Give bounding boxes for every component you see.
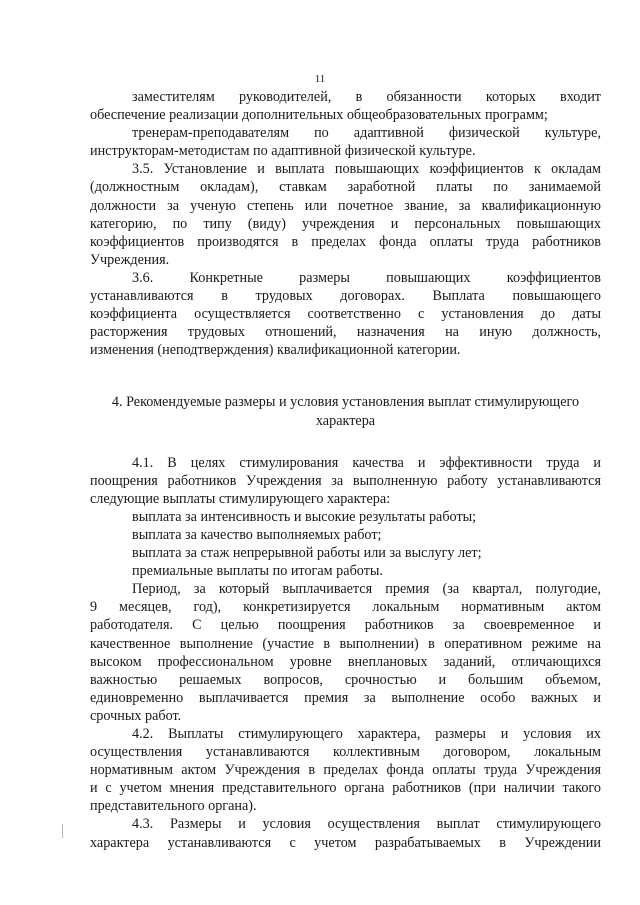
- text-line: характера устанавливаются с учетом разрабатываемых в Учреждении: [90, 834, 601, 851]
- paragraph-4-1: [90, 454, 601, 508]
- text-line: коэффициента осуществляется соответственно с установления до даты: [90, 306, 601, 323]
- paragraph-3-6: [90, 269, 601, 359]
- text-line: расторжения трудовых отношений, назначения на иную должность,: [90, 324, 601, 341]
- paragraph-deputies: [90, 88, 601, 124]
- text-line: 3.6. Конкретные размеры повышающих коэффициентов: [132, 269, 601, 286]
- text-line: 9 месяцев, год), конкретизируется локальным нормативным актом: [90, 599, 601, 616]
- list-item: выплата за интенсивность и высокие результаты работы;: [132, 508, 477, 525]
- text-line: нормативным актом Учреждения в пределах фонда оплаты труда Учреждения: [90, 762, 601, 779]
- heading-line: характера: [315, 412, 376, 429]
- heading-line: 4. Рекомендуемые размеры и условия установления выплат стимулирующего: [111, 394, 580, 411]
- text-line: устанавливаются в трудовых договорах. Выплата повышающего: [90, 288, 601, 305]
- text-line: инструкторам-методистам по адаптивной физической культуре.: [90, 143, 476, 160]
- text-line: коэффициентов производятся в пределах фонда оплаты труда работников: [90, 233, 601, 250]
- paragraph-4-2: [90, 725, 601, 815]
- text-line: следующие выплаты стимулирующего характера:: [90, 490, 391, 507]
- text-line: качественное выполнение (участие в выполнении) в оперативном режиме на: [90, 635, 601, 652]
- text-line: заместителям руководителей, в обязанности которых входит: [132, 89, 601, 105]
- text-line: тренерам-преподавателям по адаптивной физической культуре,: [132, 125, 601, 142]
- text-line: единовременно выплачивается премия за выполнение особо важных и: [90, 689, 601, 706]
- paragraph-3-5: [90, 160, 601, 269]
- list-item: премиальные выплаты по итогам работы.: [132, 563, 383, 580]
- text-line: 3.5. Установление и выплата повышающих коэффициентов к окладам: [132, 161, 601, 178]
- text-line: 4.3. Размеры и условия осуществления выплат стимулирующего: [132, 816, 601, 833]
- text-line: осуществления устанавливаются коллективным договором, локальным: [90, 744, 601, 761]
- text-line: 4.1. В целях стимулирования качества и эффективности труда и: [132, 454, 601, 471]
- text-line: работодателя. С целью поощрения работников за своевременное и: [90, 617, 601, 634]
- text-line: Учреждения.: [90, 251, 170, 268]
- text-line: обеспечение реализации дополнительных общеобразовательных программ;: [90, 107, 548, 124]
- text-line: представительного органа).: [90, 798, 257, 815]
- list-item: выплата за качество выполняемых работ;: [132, 526, 382, 543]
- text-line: Период, за который выплачивается премия (за квартал, полугодие,: [132, 581, 601, 598]
- text-line: (должностным окладам), ставкам заработной платы по занимаемой: [90, 179, 601, 196]
- document-body: [90, 88, 601, 852]
- paragraph-trainers: [90, 124, 601, 160]
- text-line: должности за ученую степень или почетное звание, за квалификационную: [90, 197, 601, 214]
- text-line: 4.2. Выплаты стимулирующего характера, размеры и условия их: [132, 726, 601, 742]
- text-line: и с учетом мнения представительного органа работников (при наличии такого: [90, 780, 601, 797]
- text-line: категорию, по типу (виду) учреждения и персональных повышающих: [90, 215, 601, 232]
- text-line: высоком профессиональном уровне внеплановых заданий, отличающихся: [90, 653, 601, 670]
- paragraph-period: [90, 580, 601, 725]
- paragraph-4-3: [90, 815, 601, 851]
- section-4-heading: [106, 393, 586, 429]
- scan-margin-mark: [62, 824, 63, 838]
- text-line: поощрения работников Учреждения за выполненную работу устанавливаются: [90, 472, 601, 489]
- page-number: 11: [314, 73, 326, 85]
- text-line: изменения (неподтверждения) квалификационной категории.: [90, 342, 461, 359]
- list-item: выплата за стаж непрерывной работы или за выслугу лет;: [132, 545, 482, 562]
- payment-types-list: [90, 508, 601, 580]
- text-line: срочных работ.: [90, 707, 182, 724]
- text-line: важностью решаемых вопросов, срочностью и большим объемом,: [90, 671, 601, 688]
